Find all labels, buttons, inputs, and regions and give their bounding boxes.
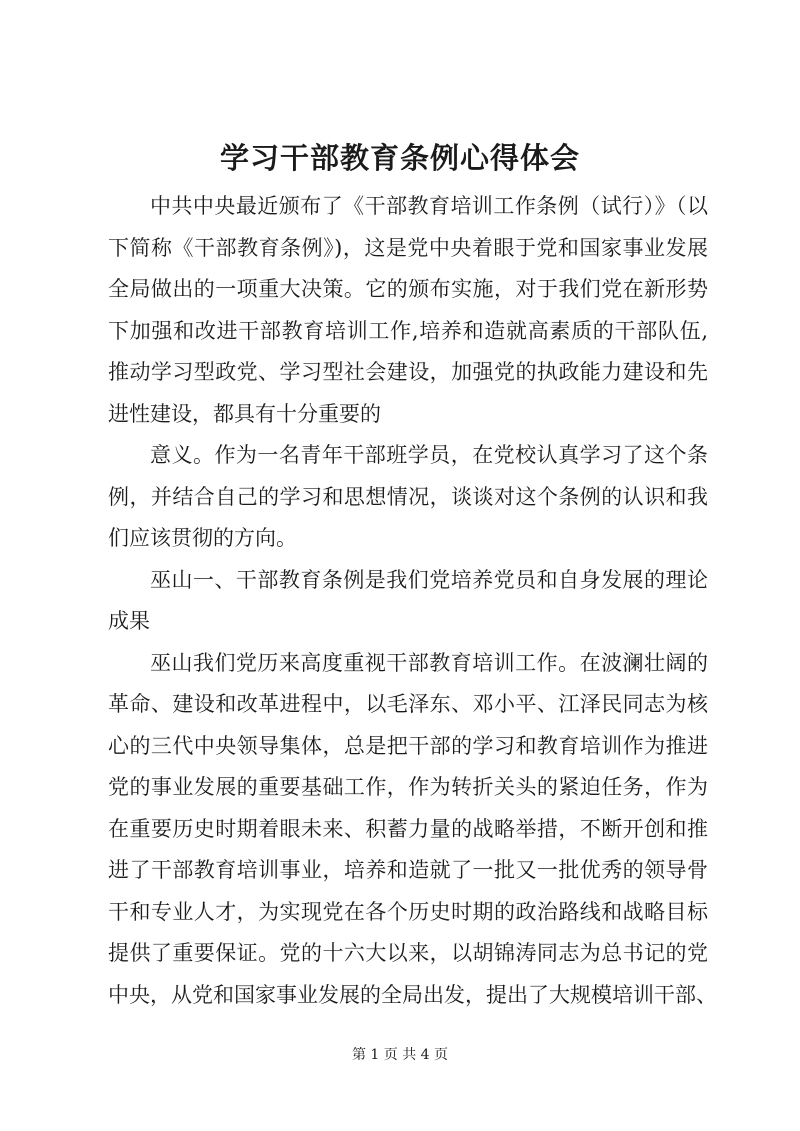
text-line: 提供了重要保证。党的十六大以来，以胡锦涛同志为总书记的党 bbox=[108, 941, 708, 965]
text-line: 下加强和改进干部教育培训工作,培养和造就高素质的干部队伍, bbox=[108, 318, 708, 343]
text-line: 例，并结合自己的学习和思想情况，谈谈对这个条例的认识和我 bbox=[108, 484, 708, 509]
text-line: 全局做出的一项重大决策。它的颁布实施，对于我们党在新形势 bbox=[108, 277, 708, 301]
text-line: 在重要历史时期着眼未来、积蓄力量的战略举措，不断开创和推 bbox=[108, 816, 708, 841]
document-body bbox=[108, 186, 717, 1016]
text-line: 成果 bbox=[108, 609, 150, 633]
text-line: 进了干部教育培训事业，培养和造就了一批又一批优秀的领导骨 bbox=[108, 858, 708, 882]
text-line: 进性建设，都具有十分重要的 bbox=[108, 401, 381, 426]
text-line: 巫山我们党历来高度重视干部教育培训工作。在波澜壮阔的 bbox=[150, 650, 708, 675]
text-line: 干和专业人才，为实现党在各个历史时期的政治路线和战略目标 bbox=[108, 899, 708, 924]
text-line: 巫山一、干部教育条例是我们党培养党员和自身发展的理论 bbox=[150, 567, 708, 592]
text-line: 下简称《干部教育条例》)，这是党中央着眼于党和国家事业发展 bbox=[108, 235, 708, 260]
page-footer: 第 1 页 共 4 页 bbox=[351, 1047, 449, 1063]
text-line: 心的三代中央领导集体，总是把干部的学习和教育培训作为推进 bbox=[108, 733, 708, 758]
text-line: 党的事业发展的重要基础工作，作为转折关头的紧迫任务，作为 bbox=[108, 775, 708, 799]
document-title: 学习干部教育条例心得体会 bbox=[219, 141, 580, 175]
text-line: 推动学习型政党、学习型社会建设，加强党的执政能力建设和先 bbox=[108, 360, 708, 384]
text-line: 意义。作为一名青年干部班学员，在党校认真学习了这个条 bbox=[150, 443, 708, 467]
text-line: 中央，从党和国家事业发展的全局出发，提出了大规模培训干部、 bbox=[108, 982, 717, 1007]
text-line: 革命、建设和改革进程中，以毛泽东、邓小平、江泽民同志为核 bbox=[108, 692, 708, 716]
text-line: 们应该贯彻的方向。 bbox=[108, 526, 297, 550]
text-line: 中共中央最近颁布了《干部教育培训工作条例（试行）》（以 bbox=[150, 194, 708, 218]
